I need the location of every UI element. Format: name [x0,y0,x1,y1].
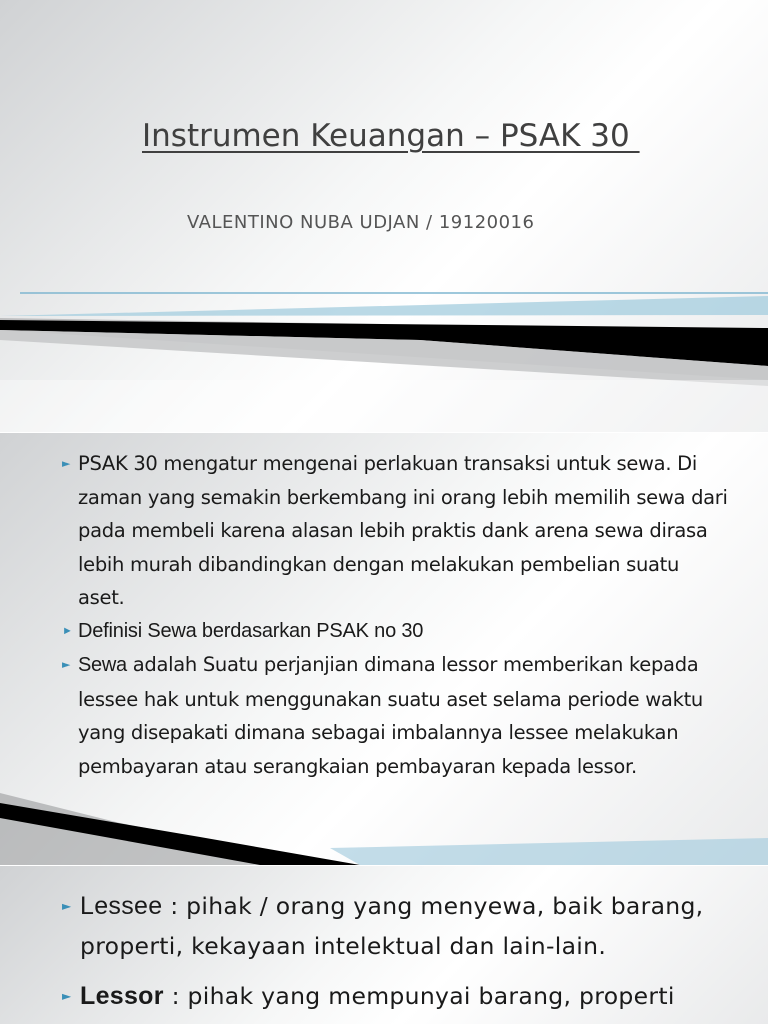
triangle-right-icon: ► [62,658,71,671]
content-slide [0,433,768,865]
bullet-sewa [62,648,728,783]
bullet-term: Lessor [80,982,164,1010]
bullet-text: Definisi Sewa berdasarkan PSAK no 30 [78,619,424,642]
triangle-right-icon: ► [62,899,72,913]
slide-subtitle: VALENTINO NUBA UDJAN / 19120016 [187,212,535,233]
triangle-right-icon: ► [62,989,72,1003]
bullet-text: : pihak yang mempunyai barang, properti [163,982,675,1010]
bullet-text: PSAK 30 mengatur mengenai perlakuan transaksi untuk sewa. Di zaman yang semakin berkembang ini orang lebih memilih sewa dari pada membeli karena alasan lebih praktis dank arena sewa dirasa lebih murah dibandingkan dengan melakukan pembelian suatu aset. [78,452,728,609]
title-slide [0,0,768,432]
bullet-definisi [62,615,728,649]
triangle-right-icon: ► [62,457,71,470]
slide-title: Instrumen Keuangan – PSAK 30 [142,118,640,154]
band-fade [0,380,768,432]
bullet-term: Lessee [80,892,163,920]
light-blue-band [330,838,768,865]
bullet-lessee [62,886,728,966]
light-blue-band [0,296,768,316]
bullet-term: Sewa [78,654,127,676]
triangle-right-icon: ► [62,624,73,637]
content-body [62,447,728,783]
content-slide-partial [0,866,768,1024]
bullet-lessor [62,976,728,1016]
bullet-psak30 [62,447,728,615]
bullet-text: : pihak / orang yang menyewa, baik barang, properti, kekayaan intelektual dan lain-lain. [80,892,704,960]
content-body [62,886,728,1024]
bullet-text: adalah Suatu perjanjian dimana lessor memberikan kepada lessee hak untuk menggunakan suatu aset selama periode waktu yang disepakati dimana sebagai imbalannya lessee melakukan pembayaran atau serangkaian pembayaran kepada lessor. [78,653,703,778]
decorative-band [0,0,768,432]
